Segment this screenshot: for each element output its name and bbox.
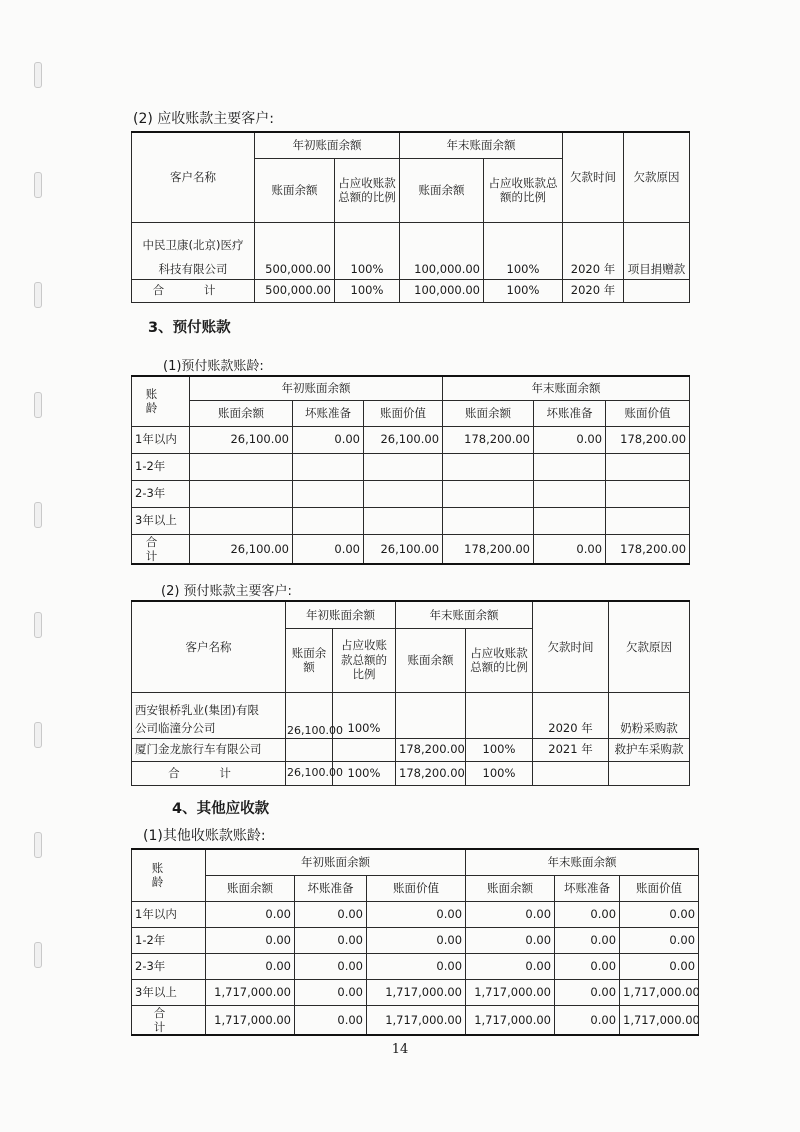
col-year-start: 年初账面余额	[286, 601, 396, 628]
col-ratio-start: 占应收账款总额的比例	[333, 628, 396, 692]
cell	[396, 692, 466, 738]
col-arrears-time: 欠款时间	[563, 132, 624, 222]
cell	[293, 453, 364, 480]
other-aging-heading: (1)其他收账款账龄:	[143, 828, 266, 844]
cell: 26,100.00	[364, 426, 443, 453]
col-arrears-time: 欠款时间	[533, 601, 609, 692]
cell: 奶粉采购款	[609, 692, 690, 738]
col-year-end: 年末账面余额	[443, 376, 690, 400]
cell	[534, 507, 606, 534]
cell: 0.00	[295, 927, 367, 953]
cell: 0.00	[466, 927, 555, 953]
page-number: 14	[391, 1042, 409, 1057]
other-aging-table	[131, 848, 699, 1036]
col-balance: 账面余额	[466, 875, 555, 901]
cell: 0.00	[206, 953, 295, 979]
cell: 0.00	[367, 953, 466, 979]
binder-hole	[34, 832, 42, 858]
table-row	[132, 901, 699, 927]
ar-customers-heading: (2) 应收账款主要客户:	[133, 111, 274, 127]
name-line: 科技有限公司	[158, 262, 228, 277]
col-arrears-reason: 欠款原因	[624, 132, 690, 222]
cell: 500,000.00	[255, 279, 335, 302]
col-bad-debt: 坏账准备	[534, 400, 606, 426]
name-line: 公司临潼分公司	[135, 721, 216, 736]
col-ratio-start: 占应收账款总额的比例	[335, 158, 400, 222]
table-row	[132, 426, 690, 453]
cell: 0.00	[295, 979, 367, 1005]
table-row	[132, 692, 690, 738]
col-balance: 账面余额	[443, 400, 534, 426]
table-row-total	[132, 534, 690, 564]
cell: 100,000.00	[400, 279, 484, 302]
total-label: 合 计	[132, 279, 255, 302]
cell: 178,200.00	[443, 426, 534, 453]
cell-aging: 3年以上	[132, 979, 206, 1005]
cell: 178,200.00	[443, 534, 534, 564]
col-book-value: 账面价值	[606, 400, 690, 426]
prepay-customers-table	[131, 600, 690, 786]
total-label: 合 计	[132, 761, 286, 785]
cell: 2021 年	[533, 738, 609, 761]
cell: 1,717,000.00	[466, 1005, 555, 1035]
cell: 178,200.00	[606, 426, 690, 453]
cell: 26,100.00	[364, 534, 443, 564]
table-row	[132, 738, 690, 761]
col-balance: 账面余额	[190, 400, 293, 426]
col-bad-debt: 坏账准备	[295, 875, 367, 901]
cell	[443, 480, 534, 507]
cell	[606, 507, 690, 534]
cell: 0.00	[534, 426, 606, 453]
col-customer-name: 客户名称	[132, 132, 255, 222]
cell	[609, 761, 690, 785]
cell	[293, 507, 364, 534]
cell: 178,200.00	[396, 738, 466, 761]
col-year-start: 年初账面余额	[206, 849, 466, 875]
name-line: 西安银桥乳业(集团)有限	[135, 702, 259, 717]
col-year-start: 年初账面余额	[190, 376, 443, 400]
binder-hole	[34, 282, 42, 308]
name-line: 中民卫康(北京)医疗	[142, 237, 244, 252]
table-row-total	[132, 761, 690, 785]
cell	[286, 738, 333, 761]
col-ratio-end: 占应收账款总额的比例	[466, 628, 533, 692]
cell: 项目捐赠款	[624, 222, 690, 279]
cell: 0.00	[466, 901, 555, 927]
cell-aging: 1年以内	[132, 901, 206, 927]
col-bad-debt: 坏账准备	[293, 400, 364, 426]
table-row-name	[132, 222, 255, 279]
table-row	[132, 953, 699, 979]
cell: 2020 年	[533, 692, 609, 738]
binder-hole	[34, 942, 42, 968]
cell: 0.00	[620, 927, 699, 953]
cell: 0.00	[295, 953, 367, 979]
cell: 0.00	[555, 979, 620, 1005]
col-balance-end: 账面余额	[396, 628, 466, 692]
cell	[293, 480, 364, 507]
col-balance-start: 账面余额	[286, 628, 333, 692]
cell: 0.00	[466, 953, 555, 979]
col-aging: 账 龄	[132, 849, 206, 901]
total-label: 合 计	[132, 534, 190, 564]
cell: 0.00	[555, 953, 620, 979]
cell: 1,717,000.00	[466, 979, 555, 1005]
cell	[190, 480, 293, 507]
table-row-total	[132, 1005, 699, 1035]
cell: 0.00	[367, 901, 466, 927]
cell: 0.00	[555, 927, 620, 953]
binder-hole	[34, 612, 42, 638]
section-title: 4、其他应收款	[172, 801, 270, 817]
cell: 0.00	[620, 953, 699, 979]
cell	[606, 453, 690, 480]
table-row	[132, 927, 699, 953]
cell: 1,717,000.00	[620, 979, 699, 1005]
cell: 0.00	[555, 901, 620, 927]
cell	[364, 480, 443, 507]
col-balance-end: 账面余额	[400, 158, 484, 222]
col-year-end: 年末账面余额	[400, 132, 563, 158]
cell	[533, 761, 609, 785]
cell-aging: 2-3年	[132, 480, 190, 507]
col-arrears-reason: 欠款原因	[609, 601, 690, 692]
binder-hole	[34, 62, 42, 88]
cell: 178,200.00	[396, 761, 466, 785]
col-balance-start: 账面余额	[255, 158, 335, 222]
cell: 100%	[333, 761, 396, 785]
cell: 0.00	[206, 901, 295, 927]
total-label: 合 计	[132, 1005, 206, 1035]
cell: 2020 年	[563, 279, 624, 302]
cell: 100%	[484, 222, 563, 279]
cell	[364, 453, 443, 480]
section-title: 3、预付账款	[148, 320, 231, 336]
cell: 0.00	[295, 901, 367, 927]
cell	[333, 738, 396, 761]
cell: 1,717,000.00	[620, 1005, 699, 1035]
col-ratio-end: 占应收账款总额的比例	[484, 158, 563, 222]
cell	[443, 453, 534, 480]
binder-hole	[34, 502, 42, 528]
cell-aging: 3年以上	[132, 507, 190, 534]
cell-aging: 2-3年	[132, 953, 206, 979]
cell: 26,100.00	[190, 534, 293, 564]
cell: 100%	[466, 738, 533, 761]
cell: 100%	[335, 279, 400, 302]
table-row-name	[132, 692, 286, 738]
binder-hole	[34, 172, 42, 198]
col-book-value: 账面价值	[620, 875, 699, 901]
cell: 100%	[484, 279, 563, 302]
cell: 26,100.00	[286, 761, 333, 785]
col-aging: 账 龄	[132, 376, 190, 426]
table-row	[132, 507, 690, 534]
col-book-value: 账面价值	[367, 875, 466, 901]
cell: 100%	[466, 761, 533, 785]
prepay-aging-table	[131, 375, 690, 565]
cell: 0.00	[206, 927, 295, 953]
cell	[443, 507, 534, 534]
cell: 0.00	[555, 1005, 620, 1035]
cell-aging: 1年以内	[132, 426, 190, 453]
cell	[364, 507, 443, 534]
col-book-value: 账面价值	[364, 400, 443, 426]
cell: 100%	[333, 692, 396, 738]
table-row	[132, 979, 699, 1005]
cell: 26,100.00	[286, 692, 333, 738]
cell: 1,717,000.00	[206, 979, 295, 1005]
col-year-end: 年末账面余额	[466, 849, 699, 875]
cell: 0.00	[295, 1005, 367, 1035]
cell	[190, 453, 293, 480]
binder-hole	[34, 392, 42, 418]
cell	[534, 480, 606, 507]
col-year-start: 年初账面余额	[255, 132, 400, 158]
cell-aging: 1-2年	[132, 927, 206, 953]
prepay-customers-heading: (2) 预付账款主要客户:	[161, 584, 292, 599]
prepay-aging-heading: (1)预付账款账龄:	[163, 359, 264, 374]
cell: 26,100.00	[190, 426, 293, 453]
cell-aging: 1-2年	[132, 453, 190, 480]
col-customer-name: 客户名称	[132, 601, 286, 692]
cell: 100,000.00	[400, 222, 484, 279]
cell: 0.00	[620, 901, 699, 927]
col-bad-debt: 坏账准备	[555, 875, 620, 901]
cell: 0.00	[367, 927, 466, 953]
cell: 2020 年	[563, 222, 624, 279]
cell	[190, 507, 293, 534]
binder-hole	[34, 722, 42, 748]
cell	[534, 453, 606, 480]
cell	[466, 692, 533, 738]
table-row	[132, 480, 690, 507]
cell: 0.00	[293, 534, 364, 564]
cell: 救护车采购款	[609, 738, 690, 761]
cell	[624, 279, 690, 302]
cell: 500,000.00	[255, 222, 335, 279]
ar-customers-table	[131, 131, 690, 303]
cell	[606, 480, 690, 507]
table-row	[132, 453, 690, 480]
col-balance: 账面余额	[206, 875, 295, 901]
cell: 178,200.00	[606, 534, 690, 564]
cell: 0.00	[293, 426, 364, 453]
cell: 1,717,000.00	[367, 1005, 466, 1035]
cell: 1,717,000.00	[206, 1005, 295, 1035]
col-year-end: 年末账面余额	[396, 601, 533, 628]
cell: 0.00	[534, 534, 606, 564]
cell: 1,717,000.00	[367, 979, 466, 1005]
cell: 100%	[335, 222, 400, 279]
table-row-name: 厦门金龙旅行车有限公司	[132, 738, 286, 761]
